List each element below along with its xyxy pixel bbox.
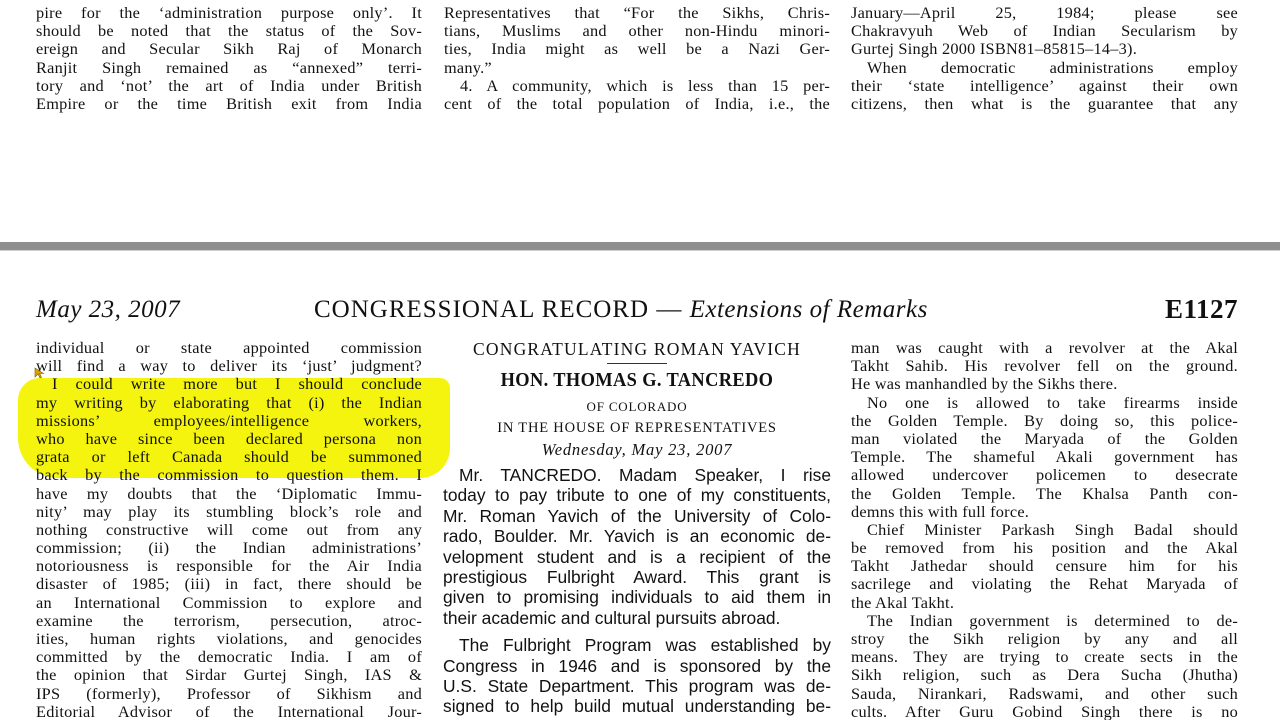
speaker-name: HON. THOMAS G. TANCREDO [500,369,774,391]
middle-column [443,338,831,720]
text-line: many.” [444,57,492,77]
text-line: the Akal Takht. [851,592,955,612]
text-line: be removed from his position and the Akal [851,538,1238,558]
text-line: 4. A community, which is less than 15 per- [460,75,830,95]
session-date: Wednesday, May 23, 2007 [541,440,733,459]
title-dash: — [656,296,683,323]
text-line: Representatives that “For the Sikhs, Chris- [444,4,830,22]
text-line: have my doubts that the ‘Diplomatic Immu- [36,483,422,503]
text-line: cults. After Guru Gobind Singh there is no [851,701,1238,720]
text-line: sacrilege and violating the Rehat Maryada of [851,574,1238,594]
left-column [36,339,422,720]
text-line: Empire or the time British exit from India [36,93,422,113]
speaker-state: OF COLORADO [586,399,688,414]
text-line: stroy the Sikh religion by any and all [851,629,1238,648]
tribute-paragraph-1 [443,465,831,628]
text-line: Sikh religion, such as Dera Sucha (Jhutha) [851,665,1238,685]
text-line: He was manhandled by the Sikhs there. [851,374,1118,394]
text-line: the Golden Temple. By doing so, this police- [851,410,1238,430]
text-line: given to promising individuals to aid them in [443,587,831,608]
text-line: U.S. State Department. This program was de- [443,675,831,696]
text-line: an International Commission to explore and [36,592,422,612]
text-line: Congress in 1946 and is sponsored by the [443,655,831,676]
text-line: examine the terrorism, persecution, atroc- [36,610,422,630]
text-line: Chakravyuh Web of Indian Secularism by [851,21,1238,41]
text-line: who have since been declared persona non [36,428,422,448]
text-line: today to pay tribute to one of my constituents, [443,485,831,506]
text-line: my writing by elaborating that (i) the Indian [36,392,422,412]
text-line: cent of the total population of India, i.e., the [444,93,830,113]
text-line: ities, human rights violations, and genocides [36,629,422,648]
text-line: notoriousness is responsible for the Air India [36,556,422,576]
text-line: back by the commission to question them. I [36,465,422,485]
prev-page-col2 [444,4,830,114]
text-line: allowed undercover policemen to desecrate [851,465,1238,485]
text-line: Takht Jathedar should censure him for his [851,556,1238,576]
text-line: signed to help build mutual understanding be- [443,696,831,717]
text-line: missions’ employees/intelligence workers, [36,410,422,430]
text-line: nity’ may play its stumbling block’s role and [36,501,422,521]
text-line: nothing constructive will come out from any [36,519,422,539]
text-line: ereign and Secular Sikh Raj of Monarch [36,39,422,59]
text-line: ties, India might as well be a Nazi Ger- [444,39,830,59]
text-line: Takht Sahib. His revolver fell on the ground. [851,356,1238,376]
text-line: the Golden Temple. The Khalsa Panth con- [851,483,1238,503]
right-column [851,339,1238,720]
text-line: their ‘state intelligence’ against their own [851,75,1238,95]
text-line: will find a way to deliver its ‘just’ judgment? [36,356,422,376]
text-line: man was caught with a revolver at the Akal [851,339,1238,357]
tribute-paragraph-2 [443,635,831,717]
text-line: The Fulbright Program was established by [459,635,831,656]
text-line: The Indian government is determined to de- [867,610,1238,630]
text-line: man violated the Maryada of the Golden [851,428,1238,448]
text-line: commission; (ii) the Indian administrations’ [36,538,422,558]
chamber-name: IN THE HOUSE OF REPRESENTATIVES [497,420,777,436]
text-line: velopment student and is a recipient of the [443,546,831,567]
text-line: Editorial Advisor of the International Jour- [36,701,422,720]
page-number: E1127 [1164,294,1238,324]
text-line: individual or state appointed commission [36,339,422,357]
text-line: Gurtej Singh 2000 ISBN81–85815–14–3). [851,39,1138,59]
prev-page-col1 [36,4,422,114]
text-line: disaster of 1985; (iii) in fact, there should be [36,574,422,594]
text-line: IPS (formerly), Professor of Sikhism and [36,683,422,703]
text-line: Mr. TANCREDO. Madam Speaker, I rise [459,465,831,485]
text-line: should be noted that the status of the Sov- [36,21,422,41]
text-line: committed by the democratic India. I am of [36,647,422,667]
text-line: tory and ‘not’ the art of India under British [36,75,422,95]
text-line: No one is allowed to take firearms inside [867,392,1238,412]
text-line: When democratic administrations employ [867,57,1238,77]
text-line: their academic and cultural pursuits abroad. [443,607,781,628]
text-line: Chief Minister Parkash Singh Badal should [867,519,1238,539]
text-line: tians, Muslims and other non-Hindu minori- [444,21,830,41]
text-line: pire for the ‘administration purpose only’. It [36,4,422,22]
text-line: Ranjit Singh remained as “annexed” terri- [36,57,422,77]
text-line: rado, Boulder. Mr. Yavich is an economic de- [443,526,831,547]
text-line: January—April 25, 1984; please see [851,4,1238,22]
page-date: May 23, 2007 [36,296,181,323]
page-divider [0,242,1280,250]
text-line: demns this with full force. [851,501,1030,521]
page-divider-shadow [0,250,1280,251]
text-line: I could write more but I should conclude [52,374,422,394]
text-line: grata or left Canada should be summoned [36,447,422,467]
record-subtitle: Extensions of Remarks [689,296,928,323]
page-title [314,296,928,324]
text-line: Mr. Roman Yavich of the University of Colo- [443,505,831,526]
text-line: means. They are trying to create sects in the [851,647,1238,667]
article-heading: CONGRATULATING ROMAN YAVICH [473,339,801,359]
record-title: CONGRESSIONAL RECORD [314,296,650,323]
text-line: citizens, then what is the guarantee that any [851,93,1238,113]
text-line: Temple. The shameful Akali government has [851,447,1238,467]
text-line: the opinion that Sirdar Gurtej Singh, IAS & [36,665,422,685]
text-line: prestigious Fulbright Award. This grant is [443,566,831,587]
text-line: Sauda, Nirankari, Radswami, and other such [851,683,1238,703]
prev-page-col3 [851,4,1238,114]
